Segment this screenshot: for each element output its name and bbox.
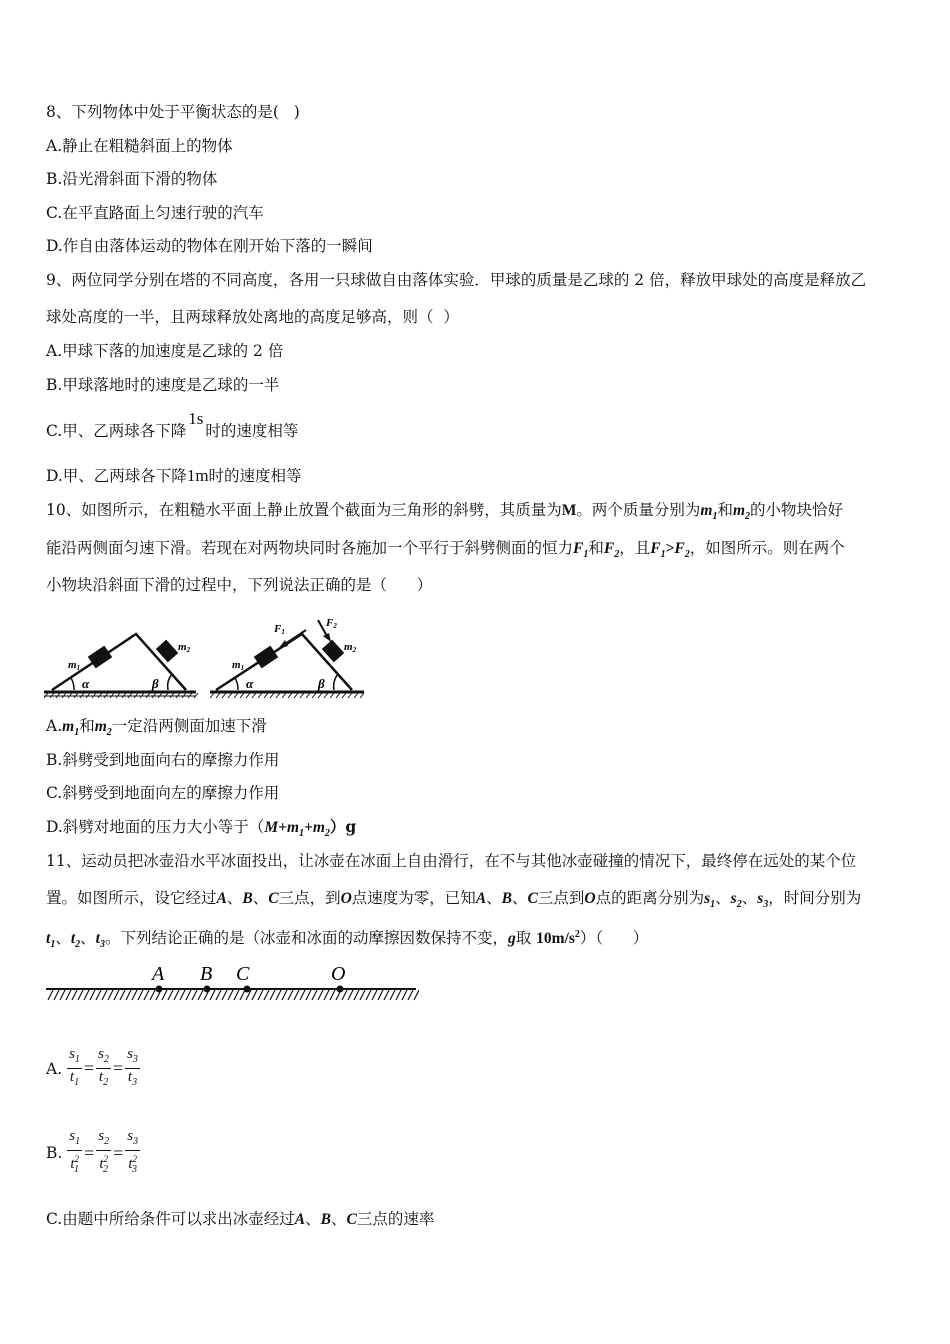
- hatch-mark: [192, 990, 197, 1000]
- q10-text: ，如图所示。则在两个: [689, 539, 845, 557]
- q10-stem-line3: 小物块沿斜面下滑的过程中，下列说法正确的是（ ）: [46, 576, 433, 594]
- ground-hatch-mark: [342, 693, 346, 698]
- ground-hatch-mark: [330, 693, 334, 698]
- q9-option-c: [46, 409, 299, 441]
- hatch-mark: [306, 990, 311, 1000]
- hatch-mark: [78, 990, 83, 1000]
- hatch-mark: [390, 990, 395, 1000]
- fig1-alpha: α: [82, 676, 90, 691]
- q11-stem-line3: $t_1$、$t_2$、$t_3$。下列结论正确的是（冰壶和冰面的动摩擦因数保持不变，g取 $10m/s^2$）（ ）: [46, 929, 649, 951]
- q9-option-c-pre: C.甲、乙两球各下降: [46, 422, 187, 440]
- hatch-mark: [360, 990, 365, 1000]
- fig-point-A: A: [152, 963, 165, 985]
- q8-option-a: A.静止在粗糙斜面上的物体: [46, 137, 233, 155]
- q10-stem-line2: [46, 538, 845, 565]
- hatch-mark: [294, 990, 299, 1000]
- ground-hatch-mark: [228, 693, 232, 698]
- hatch-mark: [222, 990, 227, 1000]
- hatch-mark: [240, 990, 245, 1000]
- hatch-mark: [150, 990, 155, 1000]
- hatch-mark: [108, 990, 113, 1000]
- q10-F1-compare: $F_1>F_2$: [650, 540, 690, 561]
- q9-option-c-value: 1s: [188, 409, 204, 428]
- hatch-mark: [180, 990, 185, 1000]
- ground-hatch-mark: [318, 693, 322, 698]
- q10-option-a: $A.m_1$和$m_2$一定沿两侧面加速下滑: [46, 717, 267, 739]
- hatch-mark: [48, 990, 53, 1000]
- frac-s3-t3sq: $\frac{s_3}{t^2_3}$: [127, 1128, 139, 1175]
- fig2-m2-label: m2: [344, 641, 357, 654]
- q9-option-d-post: 时的速度相等: [208, 467, 302, 485]
- q9-option-b: B.甲球落地时的速度是乙球的一半: [46, 376, 280, 394]
- q10-F2: $F_2$: [603, 540, 620, 561]
- ground-hatch-mark: [276, 693, 280, 698]
- q10-F1: $F_1$: [573, 540, 589, 561]
- q9-stem-line2: 球处高度的一半，且两球释放处离地的高度足够高，则（ ）: [46, 308, 459, 326]
- ground-hatch-mark: [282, 693, 286, 698]
- q10-stem-line1: [46, 500, 843, 527]
- q10-text: 和: [588, 539, 604, 557]
- ground-hatch-mark: [306, 693, 310, 698]
- hatch-mark: [258, 990, 263, 1000]
- ground-hatch-mark: [288, 693, 292, 698]
- hatch-mark: [384, 990, 389, 1000]
- ground-hatch-mark: [348, 693, 352, 698]
- hatch-mark: [138, 990, 143, 1000]
- hatch-mark: [174, 990, 179, 1000]
- q10-text: 能沿两侧面匀速下滑。若现在对两物块同时各施加一个平行于斜劈侧面的恒力: [46, 539, 574, 557]
- hatch-mark: [270, 990, 275, 1000]
- ground-hatch-mark: [324, 693, 328, 698]
- hatch-mark: [252, 990, 257, 1000]
- hatch-mark: [348, 990, 353, 1000]
- ground-hatch-mark: [264, 693, 268, 698]
- frac-s2-t2sq: $\frac{s_2}{t^2_2}$: [98, 1128, 110, 1175]
- q10-figure-wedges: [44, 612, 369, 700]
- hatch-mark: [120, 990, 125, 1000]
- hatch-mark: [90, 990, 95, 1000]
- hatch-mark: [216, 990, 221, 1000]
- ground-hatch-mark: [252, 693, 256, 698]
- hatch-mark: [126, 990, 131, 1000]
- q9-option-d-value: 1m: [186, 466, 209, 485]
- q10-text: 。两个质量分别为: [576, 501, 701, 519]
- hatch-mark: [84, 990, 89, 1000]
- hatch-mark: [144, 990, 149, 1000]
- hatch-mark: [288, 990, 293, 1000]
- q10-option-c: C.斜劈受到地面向左的摩擦力作用: [46, 784, 280, 802]
- hatch-mark: [318, 990, 323, 1000]
- hatch-mark: [378, 990, 383, 1000]
- hatch-mark: [66, 990, 71, 1000]
- hatch-mark: [330, 990, 335, 1000]
- q11-stem-line2: 置。如图所示，设它经过A、B、C三点，到O点速度为零，已知A、B、C三点到O点的距离分别为$s_1$、$s_2$、$s_3$，时间分别为: [46, 889, 862, 911]
- hatch-mark: [396, 990, 401, 1000]
- ground-hatch-mark: [216, 693, 220, 698]
- ground-hatch-mark: [300, 693, 304, 698]
- q8-option-b: B.沿光滑斜面下滑的物体: [46, 170, 218, 188]
- ground-hatch-mark: [294, 693, 298, 698]
- fig2-F2-label: F2: [326, 617, 337, 630]
- fig2-m1-label: m1: [232, 659, 245, 672]
- frac-s1-t1sq: $\frac{s_1}{t^2_1}$: [69, 1128, 81, 1175]
- hatch-mark: [300, 990, 305, 1000]
- hatch-mark: [168, 990, 173, 1000]
- hatch-mark: [282, 990, 287, 1000]
- q10-text: 的小物块恰好: [750, 501, 844, 519]
- hatch-mark: [354, 990, 359, 1000]
- hatch-mark: [276, 990, 281, 1000]
- q10-m2: $m_2$: [732, 502, 751, 523]
- hatch-mark: [96, 990, 101, 1000]
- hatch-mark: [408, 990, 413, 1000]
- hatch-mark: [342, 990, 347, 1000]
- frac-s2-t2: $\frac{s_2}{t_2}$: [98, 1046, 109, 1088]
- q10-option-d: D.斜劈对地面的压力大小等于$(M+m_1+m_2)g$: [46, 817, 357, 840]
- fig-point-B: B: [200, 963, 213, 985]
- hatch-mark: [210, 990, 215, 1000]
- q9-option-d: [46, 466, 302, 486]
- fig2-F1-label: F1: [274, 623, 285, 636]
- frac-s3-t3: $\frac{s_3}{t_3}$: [127, 1046, 138, 1088]
- hatch-mark: [162, 990, 167, 1000]
- hatch-mark: [102, 990, 107, 1000]
- ground-hatch-mark: [360, 693, 364, 698]
- hatch-mark: [60, 990, 65, 1000]
- ground-hatch-mark: [258, 693, 262, 698]
- fig-point-C: C: [236, 963, 250, 985]
- hatch-mark: [54, 990, 59, 1000]
- ground-hatch-mark: [210, 693, 214, 698]
- q8-option-c: C.在平直路面上匀速行驶的汽车: [46, 204, 264, 222]
- hatch-mark: [366, 990, 371, 1000]
- fig1-m1-label: m1: [68, 659, 81, 672]
- ground-hatch-mark: [246, 693, 250, 698]
- hatch-mark: [324, 990, 329, 1000]
- hatch-mark: [198, 990, 203, 1000]
- fig1-beta: β: [152, 676, 159, 691]
- q10-mass-M: M: [561, 502, 577, 519]
- q9-option-d-pre: D.甲、乙两球各下降: [46, 467, 187, 485]
- hatch-mark: [414, 990, 419, 1000]
- q8-stem: 8、下列物体中处于平衡状态的是( ): [46, 103, 300, 121]
- hatch-mark: [372, 990, 377, 1000]
- ground-hatch-mark: [336, 693, 340, 698]
- ground-hatch-mark: [222, 693, 226, 698]
- frac-s1-t1: $\frac{s_1}{t_1}$: [69, 1046, 80, 1088]
- q11-option-b: B. $\frac{s_1}{t^2_1}$ = $\frac{s_2}{t^2_2}$ = $\frac{s_3}{t^2_3}$: [46, 1128, 140, 1178]
- q10-option-b: B.斜劈受到地面向右的摩擦力作用: [46, 751, 280, 769]
- ground-hatch-mark: [240, 693, 244, 698]
- hatch-mark: [264, 990, 269, 1000]
- q11-figure-ice-line: [44, 960, 419, 1006]
- q9-option-c-post: 时的速度相等: [205, 422, 299, 440]
- hatch-mark: [132, 990, 137, 1000]
- q11-option-a: A. $\frac{s_1}{t_1}$ = $\frac{s_2}{t_2}$ = $\frac{s_3}{t_3}$: [46, 1046, 140, 1091]
- fig2-alpha: α: [246, 676, 254, 691]
- q10-text: 10、如图所示，在粗糙水平面上静止放置个截面为三角形的斜劈，其质量为: [46, 501, 562, 519]
- hatch-mark: [114, 990, 119, 1000]
- q11-stem-line1: 11、运动员把冰壶沿水平冰面投出，让冰壶在冰面上自由滑行，在不与其他冰壶碰撞的情况下，最终停在远处的某个位: [46, 852, 857, 870]
- q11-option-c: C.由题中所给条件可以求出冰壶经过A、B、C三点的速率: [46, 1210, 435, 1228]
- hatch-mark: [402, 990, 407, 1000]
- hatch-mark: [312, 990, 317, 1000]
- q9-stem-line1: 9、两位同学分别在塔的不同高度，各用一只球做自由落体实验．甲球的质量是乙球的 2 倍，释放甲球处的高度是释放乙: [46, 271, 867, 289]
- ground-hatch-mark: [270, 693, 274, 698]
- ground-hatch-mark: [354, 693, 358, 698]
- fig1-m2-label: m2: [178, 641, 191, 654]
- q8-option-d: D.作自由落体运动的物体在刚开始下落的一瞬间: [46, 237, 373, 255]
- q10-m1: $m_1$: [700, 502, 718, 523]
- hatch-mark: [72, 990, 77, 1000]
- ground-hatch-mark: [312, 693, 316, 698]
- hatch-mark: [234, 990, 239, 1000]
- fig-point-O: O: [331, 963, 346, 985]
- fig2-beta: β: [318, 676, 325, 691]
- ground-hatch-mark: [234, 693, 238, 698]
- q9-option-a: A.甲球下落的加速度是乙球的 2 倍: [46, 342, 284, 360]
- hatch-mark: [186, 990, 191, 1000]
- hatch-mark: [228, 990, 233, 1000]
- q10-text: ，且: [619, 539, 651, 557]
- q10-text: 和: [717, 501, 733, 519]
